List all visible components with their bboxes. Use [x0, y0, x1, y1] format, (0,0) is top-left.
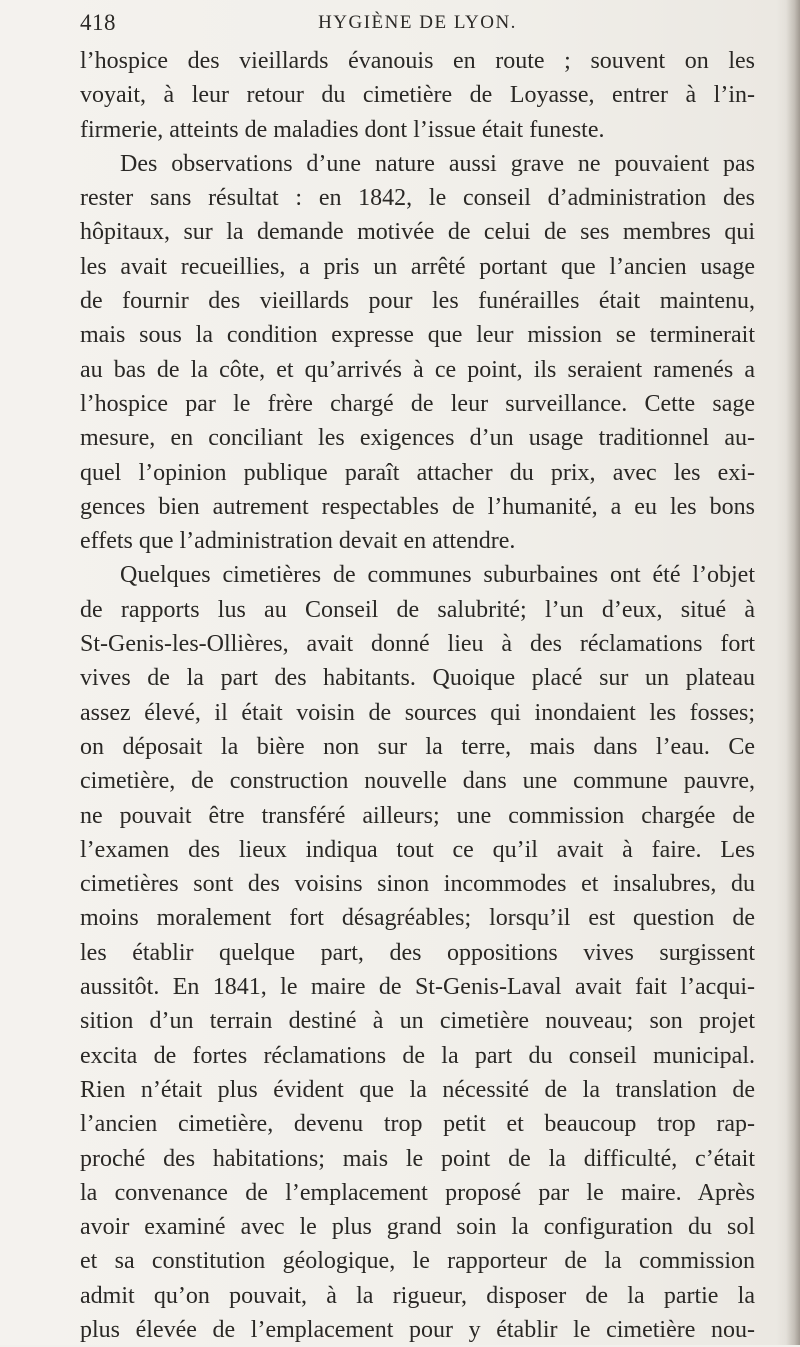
text-line: on déposait la bière non sur la terre, mais dans l’eau. Ce: [80, 733, 755, 760]
page-edge-shadow: [786, 0, 800, 1345]
text-line: quel l’opinion publique paraît attacher du prix, avec les exi-: [80, 459, 755, 486]
text-line: moins moralement fort désagréables; lorsqu’il est question de: [80, 905, 755, 932]
text-line: Rien n’était plus évident que la nécessité de la translation de: [80, 1076, 755, 1103]
text-line: Des observations d’une nature aussi grave ne pouvaient pas: [120, 150, 755, 177]
page-header: [80, 10, 755, 40]
text-line: Quelques cimetières de communes suburbaines ont été l’objet: [120, 562, 755, 589]
running-title: HYGIÈNE DE LYON.: [318, 12, 517, 33]
text-line: effets que l’administration devait en attendre.: [80, 528, 516, 555]
text-line: admit qu’on pouvait, à la rigueur, disposer de la partie la: [80, 1282, 755, 1309]
page-number: 418: [80, 10, 116, 35]
text-line: hôpitaux, sur la demande motivée de celui de ses membres qui: [80, 219, 755, 246]
text-line: de rapports lus au Conseil de salubrité; l’un d’eux, situé à: [80, 596, 755, 623]
text-line: proché des habitations; mais le point de la difficulté, c’était: [80, 1145, 755, 1172]
text-line: au bas de la côte, et qu’arrivés à ce point, ils seraient ramenés a: [80, 356, 755, 383]
text-line: excita de fortes réclamations de la part du conseil municipal.: [80, 1042, 755, 1069]
text-line: les établir quelque part, des oppositions vives surgissent: [80, 939, 755, 966]
text-line: l’ancien cimetière, devenu trop petit et beaucoup trop rap-: [80, 1111, 755, 1138]
text-line: avoir examiné avec le plus grand soin la configuration du sol: [80, 1214, 755, 1241]
text-line: cimetière, de construction nouvelle dans une commune pauvre,: [80, 768, 755, 795]
text-line: St-Genis-les-Ollières, avait donné lieu à des réclamations fort: [80, 631, 755, 658]
text-line: ne pouvait être transféré ailleurs; une commission chargée de: [80, 802, 755, 829]
text-line: plus élevée de l’emplacement pour y établir le cimetière nou-: [80, 1316, 755, 1343]
text-line: rester sans résultat : en 1842, le conseil d’administration des: [80, 185, 755, 212]
text-line: et sa constitution géologique, le rapporteur de la commission: [80, 1248, 755, 1275]
text-line: gences bien autrement respectables de l’humanité, a eu les bons: [80, 493, 755, 520]
text-line: firmerie, atteints de maladies dont l’issue était funeste.: [80, 116, 605, 143]
text-line: cimetières sont des voisins sinon incommodes et insalubres, du: [80, 871, 755, 898]
text-line: vives de la part des habitants. Quoique placé sur un plateau: [80, 665, 755, 692]
text-line: assez élevé, il était voisin de sources qui inondaient les fosses;: [80, 699, 755, 726]
body-text: [80, 44, 755, 1347]
text-line: sition d’un terrain destiné à un cimetière nouveau; son projet: [80, 1008, 755, 1035]
text-line: mesure, en conciliant les exigences d’un usage traditionnel au-: [80, 425, 755, 452]
text-line: mais sous la condition expresse que leur mission se terminerait: [80, 322, 755, 349]
text-line: les avait recueillies, a pris un arrêté portant que l’ancien usage: [80, 253, 755, 280]
text-line: la convenance de l’emplacement proposé par le maire. Après: [80, 1179, 755, 1206]
text-line: voyait, à leur retour du cimetière de Loyasse, entrer à l’in-: [80, 82, 755, 109]
text-line: l’hospice par le frère chargé de leur surveillance. Cette sage: [80, 390, 755, 417]
text-line: de fournir des vieillards pour les funérailles était maintenu,: [80, 288, 755, 315]
text-line: l’examen des lieux indiqua tout ce qu’il avait à faire. Les: [80, 836, 755, 863]
text-line: l’hospice des vieillards évanouis en route ; souvent on les: [80, 48, 755, 74]
text-line: aussitôt. En 1841, le maire de St-Genis-Laval avait fait l’acqui-: [80, 974, 755, 1001]
